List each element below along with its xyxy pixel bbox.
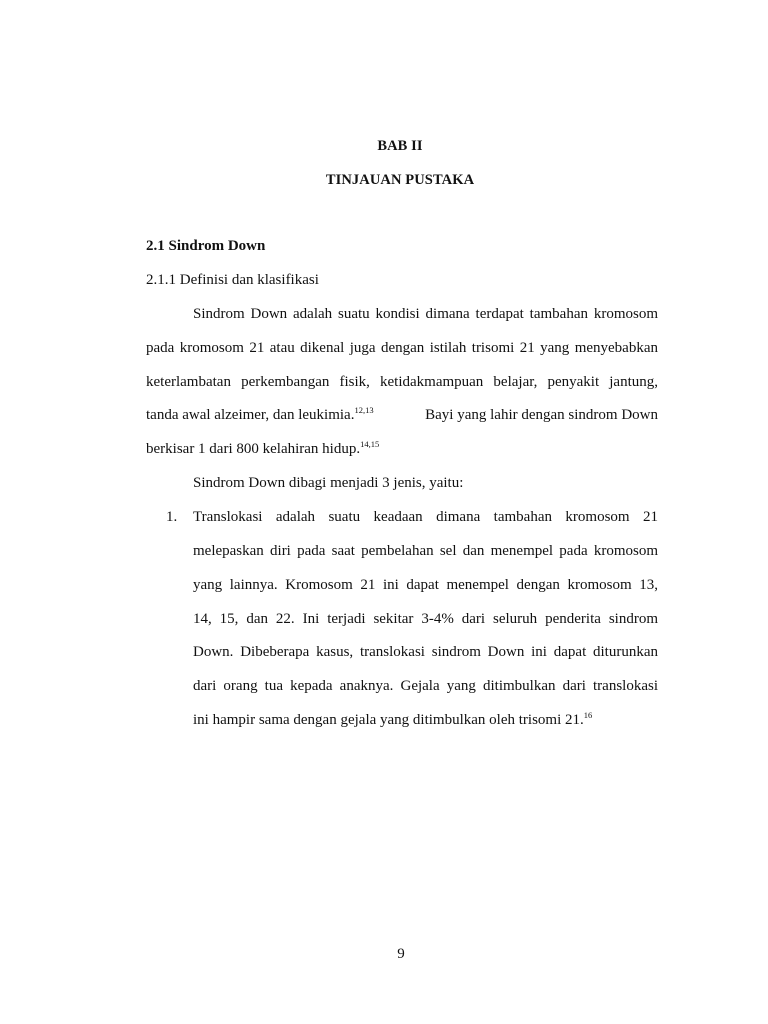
paragraph-1-line-3: keterlambatan perkembangan fisik, ketidakmampuan belajar, penyakit jantung, (146, 374, 658, 390)
list-item-1-line-2: melepaskan diri pada saat pembelahan sel dan menempel pada kromosom (193, 543, 658, 559)
citation-12-13: 12,13 (354, 405, 374, 415)
list-item-1-marker: 1. (166, 509, 178, 525)
paragraph-1-line-5 (146, 440, 379, 458)
subsection-heading: 2.1.1 Definisi dan klasifikasi (146, 272, 319, 288)
list-item-1-line-5: Down. Dibeberapa kasus, translokasi sindrom Down ini dapat diturunkan (193, 644, 658, 660)
list-item-1-line-3: yang lainnya. Kromosom 21 ini dapat menempel dengan kromosom 13, (193, 577, 658, 593)
paragraph-1-line-4-part-a: tanda awal alzeimer, dan leukimia. (146, 407, 355, 423)
paragraph-1-line-4-text (146, 406, 374, 424)
list-item-1-line-4: 14, 15, dan 22. Ini terjadi sekitar 3-4% dari seluruh penderita sindrom (193, 611, 658, 627)
page-number: 9 (397, 946, 405, 962)
chapter-title: TINJAUAN PUSTAKA (325, 172, 475, 188)
paragraph-1-line-1: Sindrom Down adalah suatu kondisi dimana terdapat tambahan kromosom (193, 306, 658, 322)
section-heading: 2.1 Sindrom Down (146, 238, 266, 254)
list-item-1-line-7-text: ini hampir sama dengan gejala yang ditimbulkan oleh trisomi 21. (193, 712, 584, 728)
paragraph-2-line-1: Sindrom Down dibagi menjadi 3 jenis, yaitu: (193, 475, 464, 491)
chapter-number: BAB II (377, 138, 423, 154)
paragraph-1-line-4-part-b: Bayi yang lahir dengan sindrom Down (421, 407, 658, 423)
list-item-1-line-7 (193, 711, 592, 729)
citation-14-15: 14,15 (360, 439, 380, 449)
paragraph-1-line-4 (146, 406, 658, 424)
paragraph-1-line-2: pada kromosom 21 atau dikenal juga dengan istilah trisomi 21 yang menyebabkan (146, 340, 658, 356)
citation-16: 16 (583, 710, 593, 720)
list-item-1-line-1: Translokasi adalah suatu keadaan dimana tambahan kromosom 21 (193, 509, 658, 525)
list-item-1-line-6: dari orang tua kepada anaknya. Gejala yang ditimbulkan dari translokasi (193, 678, 658, 694)
paragraph-1-line-5-text: berkisar 1 dari 800 kelahiran hidup. (146, 441, 361, 457)
